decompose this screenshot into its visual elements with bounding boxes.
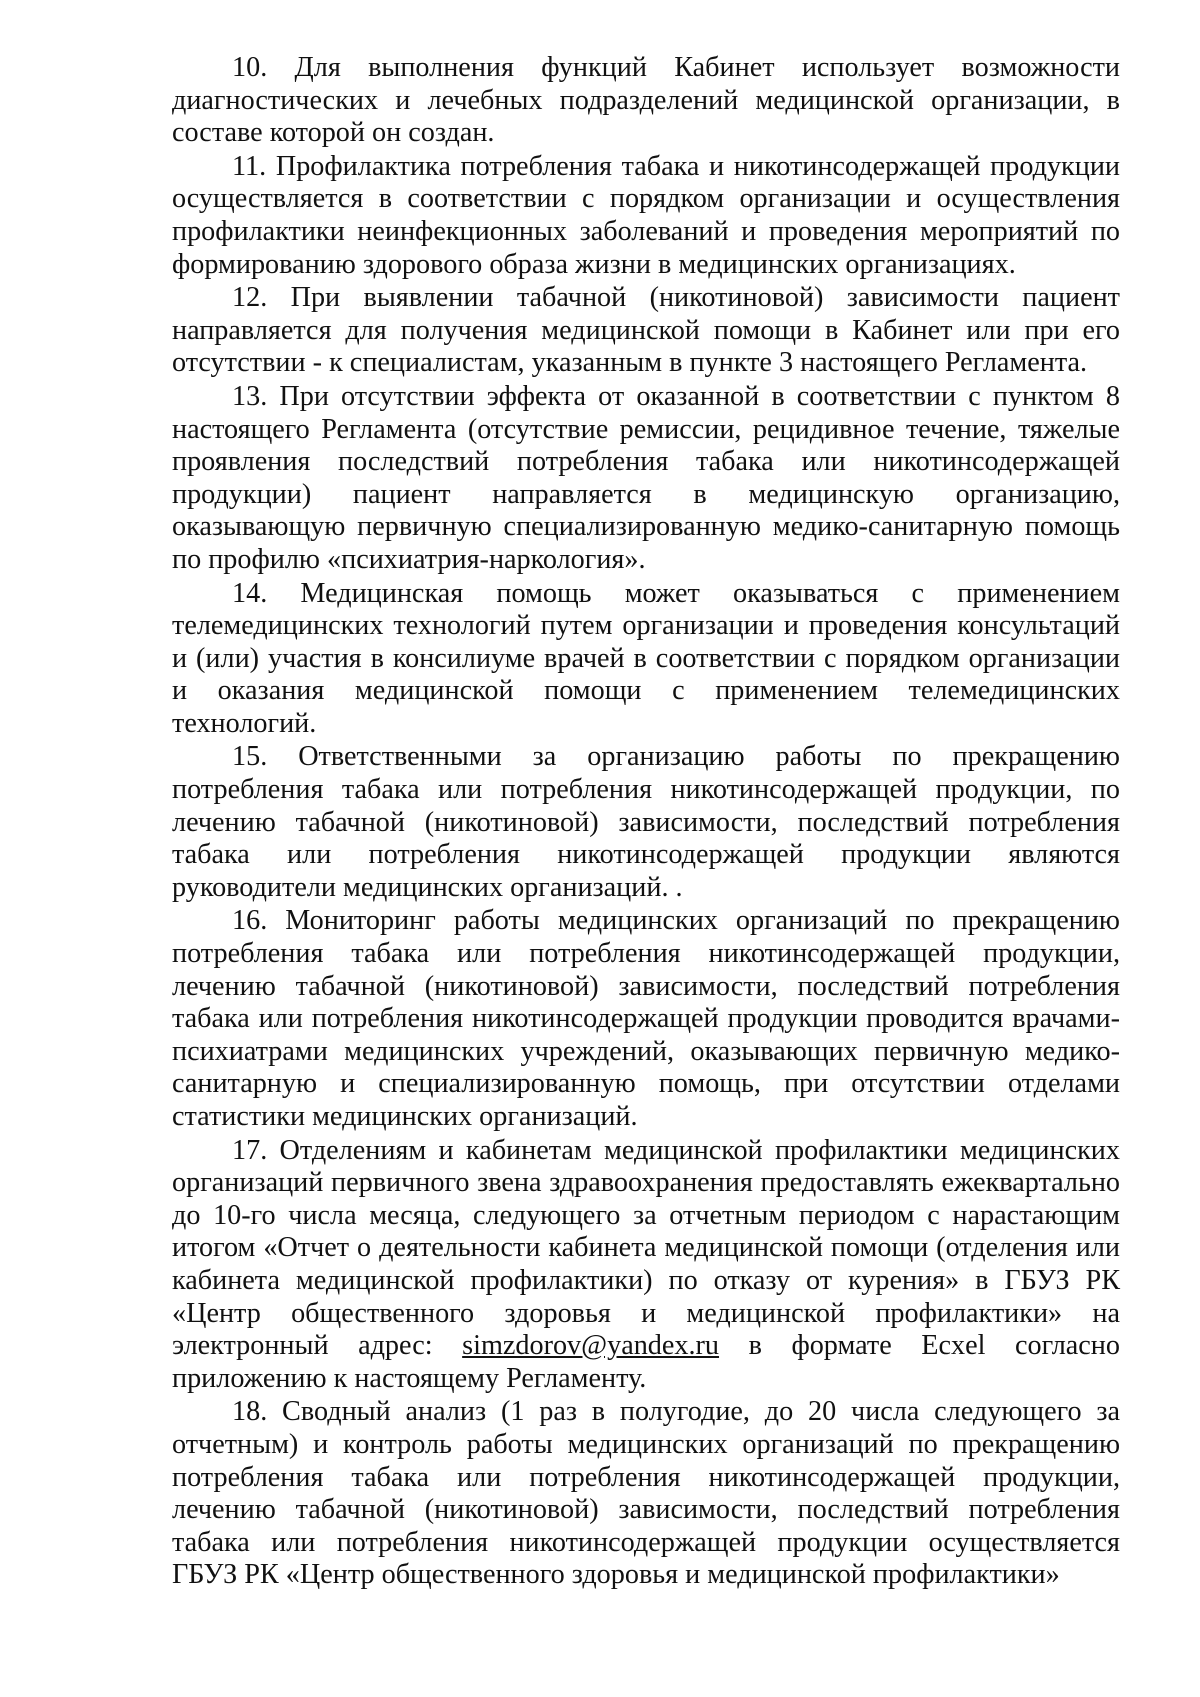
paragraph-17-text-before: 17. Отделениям и кабинетам медицинской профилактики медицинских организаций первичного звена здравоохранения предоставлять ежеквартально до 10-го числа месяца, следующего за отчетным периодом с нарастающим итогом «Отчет о деятельности кабинета медицинской помощи (отделения или кабинета медицинской профилактики) по отказу от курения» в ГБУЗ РК «Центр общественного здоровья и медицинской профилактики» на электронный адрес: <box>172 1134 1120 1362</box>
paragraph-14: 14. Медицинская помощь может оказываться с применением телемедицинских технологий путем организации и проведения консультаций и (или) участия в консилиуме врачей в соответствии с порядком организации и оказания медицинской помощи с применением телемедицинских технологий. <box>172 577 1120 739</box>
paragraph-10: 10. Для выполнения функций Кабинет использует возможности диагностических и лечебных подразделений медицинской организации, в составе которой он создан. <box>172 52 1120 149</box>
paragraph-17 <box>172 1135 1120 1396</box>
paragraph-17-text-after: в формате Ecxel согласно приложению к настоящему Регламенту. <box>172 1330 1120 1394</box>
paragraph-18: 18. Сводный анализ (1 раз в полугодие, до 20 числа следующего за отчетным) и контроль работы медицинских организаций по прекращению потребления табака или потребления никотинсодержащей продукции, лечению табачной (никотиновой) зависимости, последствий потребления табака или потребления никотинсодержащей продукции осуществляется ГБУЗ РК «Центр общественного здоровья и медицинской профилактики» <box>172 1396 1120 1591</box>
email-link[interactable]: simzdorov@yandex.ru <box>462 1330 720 1362</box>
document-page <box>172 52 1120 1592</box>
paragraph-11: 11. Профилактика потребления табака и никотинсодержащей продукции осуществляется в соответствии с порядком организации и осуществления профилактики неинфекционных заболеваний и проведения мероприятий по формированию здорового образа жизни в медицинских организациях. <box>172 150 1120 280</box>
paragraph-16: 16. Мониторинг работы медицинских организаций по прекращению потребления табака или потребления никотинсодержащей продукции, лечению табачной (никотиновой) зависимости, последствий потребления табака или потребления никотинсодержащей продукции проводится врачами-психиатрами медицинских учреждений, оказывающих первичную медико-санитарную и специализированную помощь, при отсутствии отделами статистики медицинских организаций. <box>172 905 1120 1132</box>
paragraph-15: 15. Ответственными за организацию работы по прекращению потребления табака или потребления никотинсодержащей продукции, по лечению табачной (никотиновой) зависимости, последствий потребления табака или потребления никотинсодержащей продукции являются руководители медицинских организаций. . <box>172 741 1120 903</box>
paragraph-12: 12. При выявлении табачной (никотиновой) зависимости пациент направляется для получения медицинской помощи в Кабинет или при его отсутствии - к специалистам, указанным в пункте 3 настоящего Регламента. <box>172 282 1120 379</box>
paragraph-13: 13. При отсутствии эффекта от оказанной в соответствии с пунктом 8 настоящего Регламента (отсутствие ремиссии, рецидивное течение, тяжелые проявления последствий потребления табака или никотинсодержащей продукции) пациент направляется в медицинскую организацию, оказывающую первичную специализированную медико-санитарную помощь по профилю «психиатрия-наркология». <box>172 380 1120 575</box>
